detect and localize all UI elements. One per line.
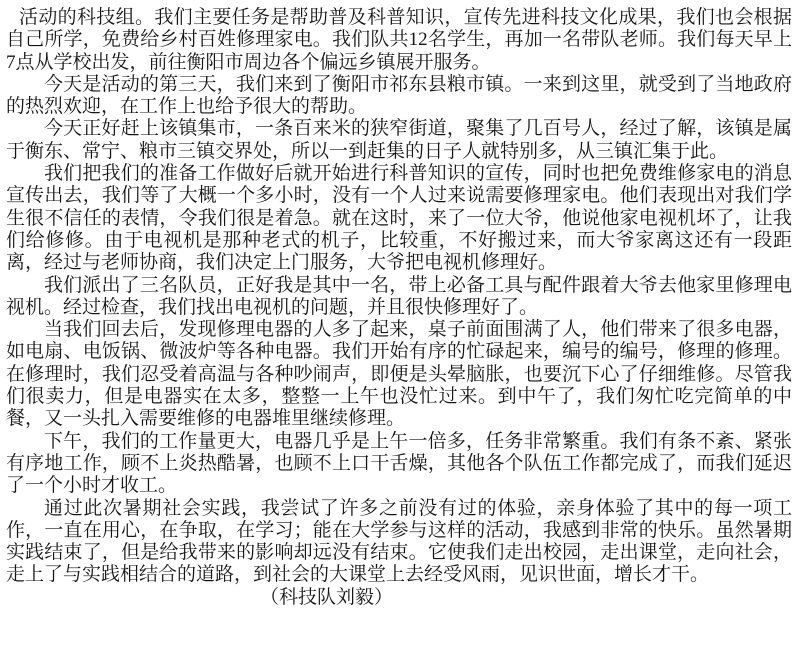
paragraph: 今天是活动的第三天，我们来到了衡阳市祁东县粮市镇。一来到这里，就受到了当地政府的热烈欢迎，在工作上也给予很大的帮助。 [6, 73, 792, 118]
paragraph: 活动的科技组。我们主要任务是帮助普及科普知识，宣传先进科技文化成果，我们也会根据自己所学，免费给乡村百姓修理家电。我们队共12名学生，再加一名带队老师。我们每天早上7点从学校出发，前往衡阳市周边各个偏远乡镇展开服务。 [6, 7, 792, 73]
paragraph: 通过此次暑期社会实践，我尝试了许多之前没有过的体验，亲身体验了其中的每一项工作，一直在用心，在争取，在学习；能在大学参与这样的活动，我感到非常的快乐。虽然暑期实践结束了，但是给我带来的影响却远没有结束。它使我们走出校园，走出课堂，走向社会，走上了与实践相结合的道路，到社会的大课堂上去经受风雨，见识世面，增长才干。 [6, 497, 792, 586]
paragraph: 下午，我们的工作量更大，电器几乎是上午一倍多，任务非常繁重。我们有条不紊、紧张有序地工作，顾不上炎热酷暑，也顾不上口干舌燥，其他各个队伍工作都完成了，而我们延迟了一个小时才收工。 [6, 430, 792, 497]
paragraph: 我们派出了三名队员，正好我是其中一名，带上必备工具与配件跟着大爷去他家里修理电视机。经过检查，我们找出电视机的问题，并且很快修理好了。 [6, 274, 792, 318]
paragraph: 今天正好赶上该镇集市，一条百来米的狭窄街道，聚集了几百号人，经过了解，该镇是属于衡东、常宁、粮市三镇交界处，所以一到赶集的日子人就特别多，从三镇汇集于此。 [6, 118, 792, 162]
paragraph: 当我们回去后，发现修理电器的人多了起来，桌子前面围满了人，他们带来了很多电器，如电扇、电饭锅、微波炉等各种电器。我们开始有序的忙碌起来，编号的编号，修理的修理。在修理时，我们忍受着高温与各种吵闹声，即便是头晕脑胀，也要沉下心了仔细维修。尽管我们很卖力，但是电器实在太多，整整一上午也没忙过来。到中午了，我们匆忙吃完简单的中餐，又一头扎入需要维修的电器堆里继续修理。 [6, 319, 792, 430]
signature: （科技队刘毅） [260, 586, 394, 608]
paragraph: 我们把我们的准备工作做好后就开始进行科普知识的宣传，同时也把免费维修家电的消息宣传出去，我们等了大概一个多小时，没有一个人过来说需要修理家电。他们表现出对我们学生很不信任的表情，令我们很是着急。就在这时，来了一位大爷，他说他家电视机坏了，让我们给修修。由于电视机是那种老式的机子，比较重，不好搬过来，而大爷家离这还有一段距离，经过与老师协商，我们决定上门服务，大爷把电视机修理好。 [6, 163, 792, 274]
